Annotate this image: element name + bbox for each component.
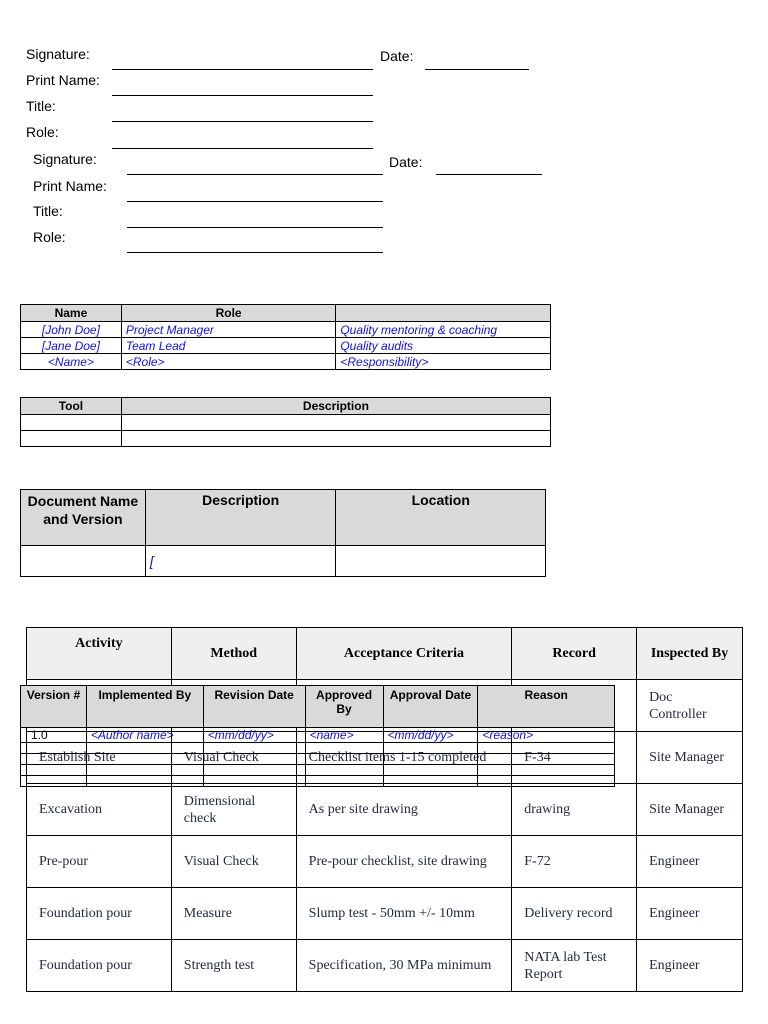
signature-label: Signature: [26,46,90,62]
cell-name[interactable]: [Jane Doe] [21,338,122,354]
signature-line[interactable] [112,69,373,70]
header-name: Name [21,305,122,322]
print-name-label: Print Name: [26,72,100,88]
cell-revision-date[interactable] [203,743,305,754]
cell-revision-date[interactable] [203,776,305,787]
cell-version[interactable] [21,776,87,787]
cell-acceptance-criteria[interactable]: Slump test - 50mm +/- 10mm [296,888,512,940]
table-header-row [21,398,551,415]
table-row [21,415,551,431]
cell-activity[interactable]: Foundation pour [27,940,172,992]
cell-version[interactable] [21,765,87,776]
table-header-row [21,305,551,322]
header-implemented-by: Implemented By [86,686,203,728]
table-row [21,776,615,787]
cell-implemented-by[interactable]: <Author name> [86,728,203,743]
cell-version[interactable]: 1.0 [21,728,87,743]
table-row [27,888,743,940]
cell-inspected-by[interactable]: Site Manager [637,732,743,784]
table-row [21,546,546,577]
cell-activity[interactable]: Excavation [27,784,172,836]
table-header-row [21,686,615,728]
header-description: Description [121,398,550,415]
cell-implemented-by[interactable] [86,765,203,776]
cell-responsibility[interactable]: Quality audits [336,338,551,354]
cell-activity[interactable]: Pre-pour [27,836,172,888]
title-line[interactable] [127,227,383,228]
cell-acceptance-criteria[interactable]: Checklist items 1-15 completed [296,732,512,784]
inspection-test-plan-table [26,627,743,992]
table-row [27,836,743,888]
cell-activity[interactable]: Foundation pour [27,888,172,940]
cell-reason[interactable] [478,776,615,787]
cell-implemented-by[interactable] [86,776,203,787]
cell-approved-by[interactable] [305,743,383,754]
cell-inspected-by[interactable]: Engineer [637,888,743,940]
signature-label: Signature: [33,151,97,167]
role-label: Role: [33,229,66,245]
cell-name[interactable]: <Name> [21,354,122,370]
header-method: Method [171,628,296,680]
cell-inspected-by[interactable]: Engineer [637,836,743,888]
cell-description[interactable] [121,431,550,447]
cell-role[interactable]: Project Manager [121,322,336,338]
date-line[interactable] [436,174,542,175]
cell-approved-by[interactable]: <name> [305,728,383,743]
header-tool: Tool [21,398,122,415]
header-approved-by: Approved By [305,686,383,728]
cell-tool[interactable] [21,415,122,431]
header-version: Version # [21,686,87,728]
cell-acceptance-criteria[interactable]: Pre-pour checklist, site drawing [296,836,512,888]
cell-method[interactable]: Measure [171,888,296,940]
cell-approval-date[interactable] [383,743,478,754]
header-approval-date: Approval Date [383,686,478,728]
cell-approved-by[interactable] [305,765,383,776]
cell-approved-by[interactable] [305,776,383,787]
cell-responsibility[interactable]: Quality mentoring & coaching [336,322,551,338]
cell-inspected-by[interactable]: Doc Controller [637,680,743,732]
header-reason: Reason [478,686,615,728]
print-name-line[interactable] [112,95,373,96]
table-row [21,338,551,354]
table-header-row [21,490,546,546]
cell-revision-date[interactable]: <mm/dd/yy> [203,728,305,743]
cell-inspected-by[interactable]: Engineer [637,940,743,992]
cell-location[interactable] [336,546,546,577]
header-acceptance-criteria: Acceptance Criteria [296,628,512,680]
title-label: Title: [33,203,63,219]
cell-inspected-by[interactable]: Site Manager [637,784,743,836]
title-label: Title: [26,98,56,114]
cell-approval-date[interactable] [383,765,478,776]
table-row [21,322,551,338]
date-line[interactable] [425,69,529,70]
cell-approval-date[interactable] [383,754,478,765]
header-role: Role [121,305,336,322]
table-row [21,431,551,447]
cell-reason[interactable] [478,765,615,776]
cell-reason[interactable] [478,743,615,754]
header-responsibility [336,305,551,322]
role-label: Role: [26,124,59,140]
cell-implemented-by[interactable] [86,754,203,765]
cell-description[interactable] [121,415,550,431]
cell-record[interactable]: NATA lab Test Report [512,940,637,992]
header-record: Record [512,628,637,680]
signature-line[interactable] [127,174,383,175]
cell-method[interactable]: Dimensional check [171,784,296,836]
cell-name[interactable]: [John Doe] [21,322,122,338]
table-row [27,940,743,992]
cell-approval-date[interactable]: <mm/dd/yy> [383,728,478,743]
cell-acceptance-criteria[interactable]: Specification, 30 MPa minimum [296,940,512,992]
documents-table [20,489,546,577]
table-row [21,743,615,754]
header-document-name: Document Name and Version [21,490,146,546]
cell-role[interactable]: Team Lead [121,338,336,354]
table-row [21,765,615,776]
version-history-table [20,685,615,787]
header-location: Location [336,490,546,546]
cell-responsibility[interactable]: <Responsibility> [336,354,551,370]
date-label: Date: [389,154,423,170]
cell-revision-date[interactable] [203,765,305,776]
header-inspected-by: Inspected By [637,628,743,680]
cell-record[interactable]: drawing [512,784,637,836]
cell-record[interactable]: F-34 [512,732,637,784]
cell-approved-by[interactable] [305,754,383,765]
cell-record[interactable]: F-72 [512,836,637,888]
role-line[interactable] [127,252,383,253]
cell-document-name[interactable] [21,546,146,577]
date-label: Date: [380,48,414,64]
tools-table [20,397,551,447]
cell-implemented-by[interactable] [86,743,203,754]
role-line[interactable] [112,148,373,149]
cell-record[interactable]: Delivery record [512,888,637,940]
cell-activity[interactable]: Establish Site [27,732,172,784]
header-revision-date: Revision Date [203,686,305,728]
title-line[interactable] [112,121,373,122]
table-row [27,784,743,836]
header-activity: Activity [27,628,172,680]
cell-tool[interactable] [21,431,122,447]
cell-method[interactable]: Visual Check [171,732,296,784]
cell-revision-date[interactable] [203,754,305,765]
table-row [21,728,615,743]
print-name-line[interactable] [127,201,383,202]
cell-reason[interactable]: <reason> [478,728,615,743]
table-row [21,754,615,765]
cell-method[interactable]: Visual Check [171,836,296,888]
cell-role[interactable]: <Role> [121,354,336,370]
cell-reason[interactable] [478,754,615,765]
cell-description[interactable]: [ [145,546,336,577]
cell-acceptance-criteria[interactable]: As per site drawing [296,784,512,836]
cell-approval-date[interactable] [383,776,478,787]
table-header-row [27,628,743,680]
print-name-label: Print Name: [33,178,107,194]
table-row [21,354,551,370]
header-description: Description [145,490,336,546]
cell-version[interactable] [21,754,87,765]
cell-method[interactable]: Strength test [171,940,296,992]
roles-table [20,304,551,370]
cell-version[interactable] [21,743,87,754]
